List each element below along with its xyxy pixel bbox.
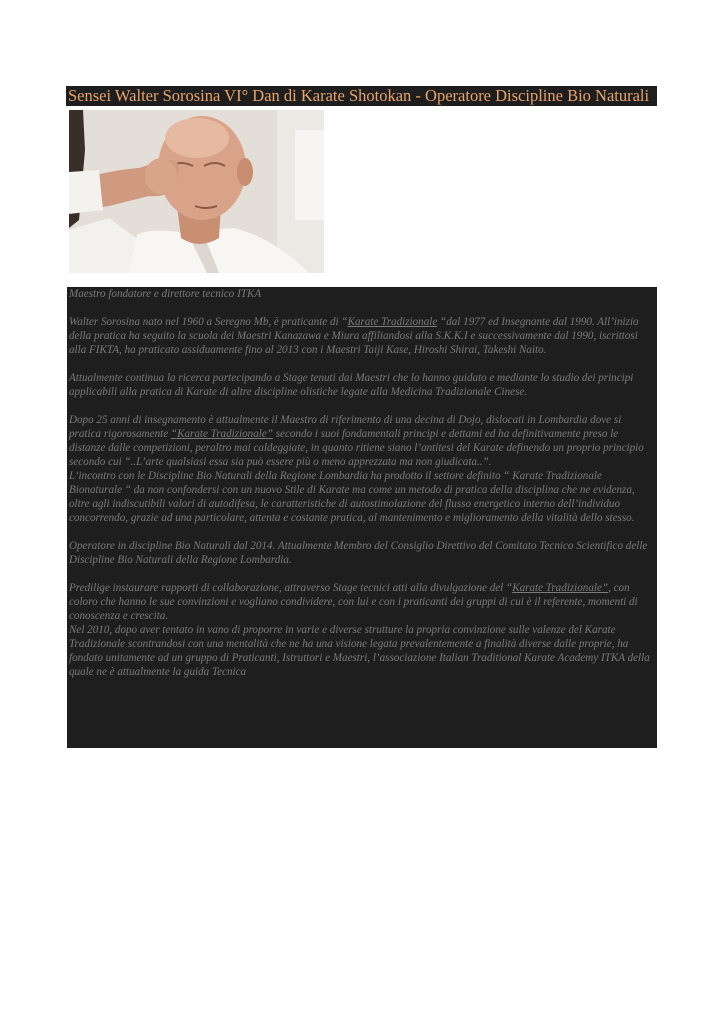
- karate-tradizionale-link[interactable]: Karate Tradizionale: [347, 316, 438, 328]
- bio-paragraph-collaboration: [69, 581, 653, 623]
- bio-paragraph-role: Maestro fondatore e direttore tecnico ITKA: [69, 288, 262, 300]
- biography-panel: [67, 287, 657, 748]
- bio-text: Walter Sorosina nato nel 1960 a Seregno Mb, è praticante di “: [69, 316, 348, 328]
- bio-text: Predilige instaurare rapporti di collaborazione, attraverso Stage tecnici atti alla divulgazione del “: [69, 582, 513, 594]
- bio-text: “dal 1977 ed Insegnante dal 1990. All’inizio della pratica ha seguito la scuola dei Maestri Kanazawa e Miura affiliandosi alla S.K.K.I e successivamente dal 1990, iscrittosi alla FIKTA, ha praticato assiduamente fino al 2013 con i Maestri Taiji Kase, Hiroshi Shirai, Takeshi Naito.: [69, 316, 639, 356]
- page-title: Sensei Walter Sorosina VI° Dan di Karate Shotokan - Operatore Discipline Bio Naturali: [66, 86, 657, 106]
- bio-paragraph-operator: Operatore in discipline Bio Naturali dal 2014. Attualmente Membro del Consiglio Direttivo del Comitato Tecnico Scientifico delle Discipline Bio Naturali della Regione Lombardia.: [69, 540, 648, 566]
- karate-tradizionale-link[interactable]: “Karate Tradizionale”: [170, 428, 273, 440]
- bio-text: , con coloro che hanno le sue convinzioni e vogliano condividere, con lui e con i praticanti dei gruppi di cui è il referente, momenti di conoscenza e crescita.: [69, 582, 638, 622]
- bio-paragraph-teaching: [69, 413, 653, 469]
- bio-paragraph-history: [69, 315, 653, 357]
- bio-paragraph-research: Attualmente continua la ricerca partecipando a Stage tenuti dai Maestri che lo hanno guidato e mediante lo studio dei principi applicabili alla pratica di Karate di altre discipline olistiche legate alla Medicina Tradizionale Cinese.: [69, 372, 634, 398]
- portrait-photo: [69, 110, 324, 273]
- bio-text: Dopo 25 anni di insegnamento è attualmente il Maestro di riferimento di una decina di Dojo, dislocati in Lombardia dove si pratica rigorosamente: [69, 414, 622, 440]
- karate-tradizionale-link[interactable]: Karate Tradizionale”: [512, 582, 609, 594]
- bio-paragraph-itka: Nel 2010, dopo aver tentato in vano di proporre in varie e diverse strutture la propria convinzione sulle valenze del Karate Tradizionale scontrandosi con una mentalità che ne ha una visione legata prevalentemente a finalità diverse dalle proprie, ha fondato unitamente ad un gruppo di Praticanti, Istruttori e Maestri, l’associazione Italian Traditional Karate Academy ITKA della quale ne è attualmente la guida Tecnica: [69, 624, 650, 678]
- bio-paragraph-bionaturale: L’incontro con le Discipline Bio Naturali della Regione Lombardia ha prodotto il settore definito “ Karate Tradizionale Bionaturale “ da non confondersi con un nuovo Stile di Karate ma come un metodo di pratica della disciplina che ne evidenza, oltre agli indiscutibili valori di autodifesa, le caratteristiche di autostimolazione del flusso energetico interno dell’individuo concorrendo, grazie ad una particolare, attenta e costante pratica, al mantenimento e miglioramento della vitalità dello stesso.: [69, 470, 635, 524]
- portrait-illustration: [69, 110, 324, 273]
- bio-text: secondo i suoi fondamentali principi e dettami ed ha definitivamente preso le distanze dalle competizioni, peraltro mai caldeggiate, in quanto ritiene siano l’antitesi del Karate definendo un proprio principio secondo cui “..L’arte qualsiasi essa sia può essere più o meno apprezzata ma non giudicata..”.: [69, 428, 644, 468]
